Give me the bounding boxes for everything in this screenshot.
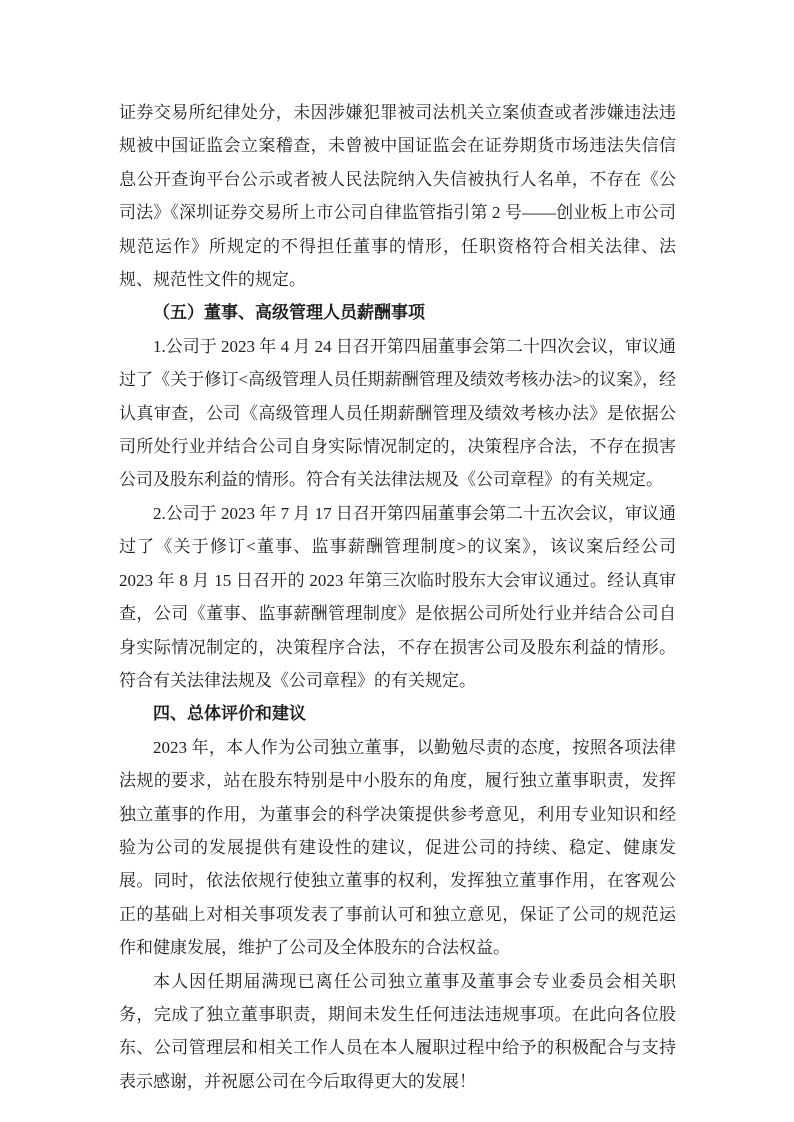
section-heading-5-compensation: （五）董事、高级管理人员薪酬事项 [153, 303, 425, 323]
page-text-block [119, 96, 676, 1098]
paragraph-item-1-board-meeting: 1.公司于 2023 年 4 月 24 日召开第四届董事会第二十四次会议，审议通过了《关于修订<高级管理人员任期薪酬管理及绩效考核办法>的议案》，经认真审查，公司《高级管理人员任期薪酬管理及绩效考核办法》是依据公司所处行业并结合公司自身实际情况制定的，决策程序合法，不存在损害公司及股东利益的情形。符合有关法律法规及《公司章程》的有关规定。 [119, 336, 676, 490]
paragraph-continued-eligibility: 证券交易所纪律处分，未因涉嫌犯罪被司法机关立案侦查或者涉嫌违法违规被中国证监会立案稽查，未曾被中国证监会在证券期货市场违法失信信息公开查询平台公示或者被人民法院纳入失信被执行人名单，不存在《公司法》《深圳证券交易所上市公司自律监管指引第 2 号——创业板上市公司规范运作》所规定的不得担任董事的情形，任职资格符合相关法律、法规、规范性文件的规定。 [119, 103, 676, 290]
paragraph-overall-evaluation: 2023 年，本人作为公司独立董事，以勤勉尽责的态度，按照各项法律法规的要求，站在股东特别是中小股东的角度，履行独立董事职责，发挥独立董事的作用，为董事会的科学决策提供参考意见，利用专业知识和经验为公司的发展提供有建设性的建议，促进公司的持续、稳定、健康发展。同时，依法依规行使独立董事的权利，发挥独立董事作用，在客观公正的基础上对相关事项发表了事前认可和独立意见，保证了公司的规范运作和健康发展，维护了公司及全体股东的合法权益。 [119, 737, 676, 958]
section-heading-4-overall-evaluation: 四、总体评价和建议 [153, 704, 306, 724]
paragraph-item-2-board-meeting: 2.公司于 2023 年 7 月 17 日召开第四届董事会第二十五次会议，审议通过了《关于修订<董事、监事薪酬管理制度>的议案》，该议案后经公司 2023 年 8 月 15 日召开的 2023 年第三次临时股东大会审议通过。经认真审查，公司《董事、监事薪酬管理制度》是依据公司所处行业并结合公司自身实际情况制定的，决策程序合法，不存在损害公司及股东利益的情形。符合有关法律法规及《公司章程》的有关规定。 [119, 503, 676, 690]
paragraph-closing-thanks: 本人因任期届满现已离任公司独立董事及董事会专业委员会相关职务，完成了独立董事职责，期间未发生任何违法违规事项。在此向各位股东、公司管理层和相关工作人员在本人履职过程中给予的积极配合与支持表示感谢，并祝愿公司在今后取得更大的发展！ [119, 971, 676, 1091]
